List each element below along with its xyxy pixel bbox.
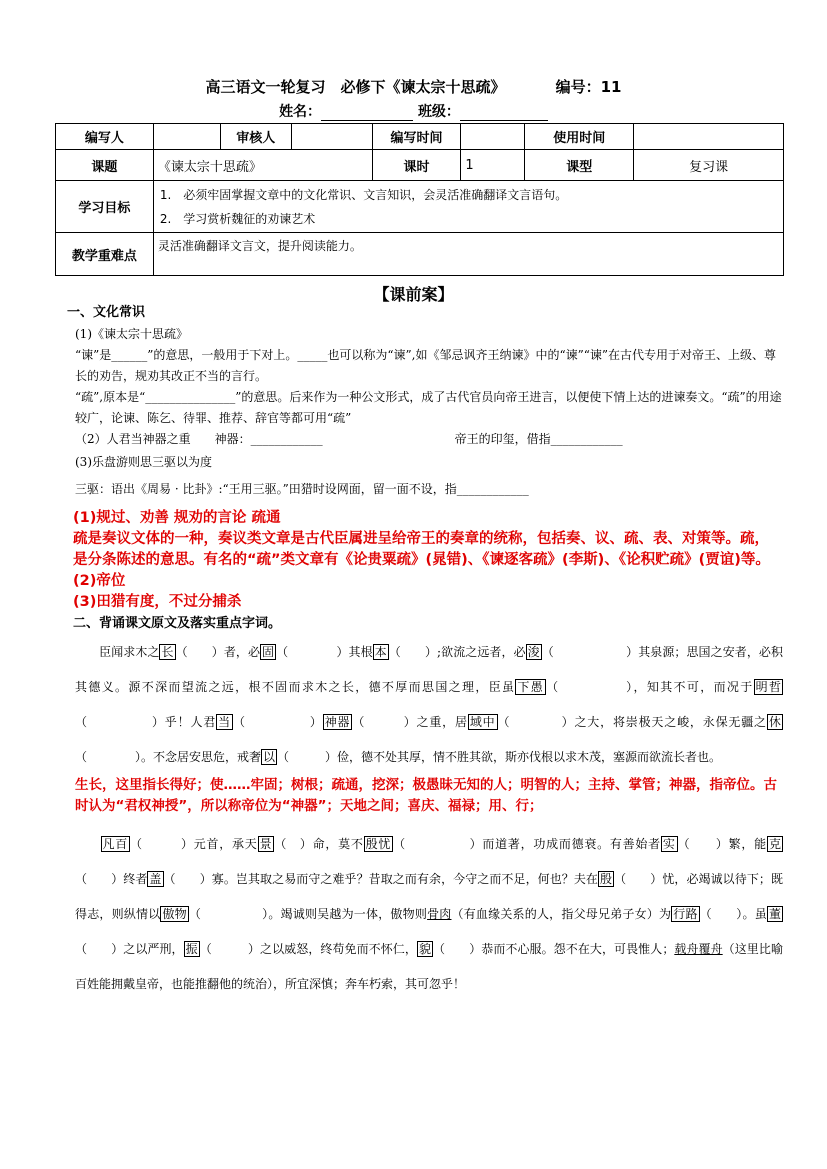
goal-2: 2. 学习赏析魏征的劝谏艺术 xyxy=(159,211,316,226)
key-word: 本 xyxy=(374,645,387,659)
part1-line-5: (3)乐盘游则思三驱以为度 xyxy=(75,455,212,469)
key-word: 傲物 xyxy=(162,907,187,921)
passage-text: （ ）寡。岂其取之易而守之难乎？昔取之而有余，今守之而不足，何也？夫在 xyxy=(163,872,598,886)
passage-text: （ ）之大，将崇极天之峻，永保无疆之 xyxy=(497,715,767,729)
goal-1: 1. 必须牢固掌握文章中的文化常识、文言知识，会灵活准确翻译文言语句。 xyxy=(159,187,568,202)
doc-number: 编号：11 xyxy=(555,78,622,96)
key-word: 域中 xyxy=(469,715,496,729)
info-row-goals xyxy=(56,181,784,233)
passage-text: （ ）之重，居 xyxy=(352,715,468,729)
passage-text: （ ）。虽 xyxy=(699,907,767,921)
key-word: 振 xyxy=(185,942,198,956)
key-word: 当 xyxy=(218,715,231,729)
key-word: 实 xyxy=(662,837,676,851)
passage-text: （ ）终者 xyxy=(75,872,148,886)
passage-text: （ ）繁，能 xyxy=(677,837,767,851)
key-word: 明哲 xyxy=(755,680,781,694)
answer-2: (2)帝位 xyxy=(73,573,126,589)
cell-key-label: 教学重难点 xyxy=(56,233,154,276)
key-word: 董 xyxy=(768,907,781,921)
cell-reviewer-label: 审核人 xyxy=(220,124,291,150)
passage-text xyxy=(75,837,101,851)
cell-write-time-label: 编写时间 xyxy=(372,124,461,150)
cell-author-label: 编写人 xyxy=(56,124,154,150)
passage-text: （ ） xyxy=(232,715,323,729)
section-title: 【课前案】 xyxy=(373,285,454,304)
passage-text: （有血缘关系的人，指父母兄弟子女）为 xyxy=(451,907,672,921)
part1-heading: 一、文化常识 xyxy=(67,305,146,320)
part2-heading: 二、背诵课文原文及落实重点字词。 xyxy=(73,616,282,631)
name-blank xyxy=(321,106,413,121)
cell-topic: 《谏太宗十思疏》 xyxy=(153,150,372,181)
key-word: 行路 xyxy=(673,907,698,921)
part1-line-4: （2）人君当神器之重 神器：____________ 帝王的印玺，借指____________ xyxy=(75,432,623,446)
info-row-1 xyxy=(56,124,784,150)
part1-line-1: (1)《谏太宗十思疏》 xyxy=(75,327,188,341)
key-word: 长 xyxy=(161,645,174,659)
cell-write-time xyxy=(461,124,525,150)
key-word: 固 xyxy=(262,645,275,659)
part1-line-3: “疏”,原本是“_______________”的意思。后来作为一种公文形式，成了古代官员向帝王进言，以便使下情上达的进谏奏文。“疏”的用途较广，论谏、陈乞、待罪、推荐、辞官等都可用“疏” xyxy=(75,390,782,425)
body-content xyxy=(67,302,783,1002)
cell-author xyxy=(153,124,220,150)
cell-hours-label: 课时 xyxy=(372,150,461,181)
passage-text: 臣闻求木之 xyxy=(75,645,160,659)
doc-title xyxy=(0,76,827,97)
passage-text: （ ）恭而不心服。怨不在大，可畏惟人； xyxy=(433,942,675,956)
part1-line-6: 三驱：语出《周易 · 比卦》:“王用三驱。”田猎时设网面，留一面不设，指____________ xyxy=(75,482,529,496)
part1-answers xyxy=(73,508,783,613)
cell-use-time-label: 使用时间 xyxy=(525,124,634,150)
passage-text: （ ）俭，德不处其厚，情不胜其欲，斯亦伐根以求木茂，塞源而欲流长者也。 xyxy=(277,750,722,764)
passage-text: （ ）其泉源；思国之安者，必积其德义。源不深而望流之远，根不固而求木之长，德不厚而思国之理，臣虽 xyxy=(75,645,783,694)
info-row-2 xyxy=(56,150,784,181)
cell-reviewer xyxy=(291,124,372,150)
passage-text: （ ），知其不可，而况于 xyxy=(546,680,754,694)
passage-text: （ ）。竭诚则吴越为一体，傲物则 xyxy=(188,907,428,921)
cell-topic-label: 课题 xyxy=(56,150,154,181)
passage-text: （ ）而道著，功成而德衰。有善始者 xyxy=(393,837,661,851)
key-word: 神器 xyxy=(324,715,351,729)
answer-3: (3)田猎有度，不过分捕杀 xyxy=(73,594,242,610)
answer-1-detail: 疏是奏议文体的一种，奏议类文章是古代臣属进呈给帝王的奏章的统称，包括奏、议、疏、表、对策等。疏，是分条陈述的意思。有名的“疏”类文章有《论贵粟疏》(晁错)、《谏逐客疏》(李斯)、《论积贮疏》(贾谊)等。 xyxy=(73,531,770,568)
answer-1: (1)规过、劝善 规劝的言论 疏通 xyxy=(73,510,281,526)
key-word: 殷 xyxy=(599,872,613,886)
key-word: 凡百 xyxy=(102,837,129,851)
class-blank xyxy=(460,106,548,121)
passage-text: （ ）其根 xyxy=(276,645,373,659)
passage-text: （ ）乎！人君 xyxy=(75,715,217,729)
name-label: 姓名： xyxy=(279,104,322,120)
passage-text: （ ）者，必 xyxy=(175,645,261,659)
passage-paragraph-1 xyxy=(75,635,783,775)
cell-type-label: 课型 xyxy=(525,150,634,181)
cell-type: 复习课 xyxy=(634,150,784,181)
passage-text: （ ）元首，承天 xyxy=(130,837,258,851)
key-word: 休 xyxy=(768,715,781,729)
key-word: 殷忧 xyxy=(365,837,392,851)
key-word: 盖 xyxy=(149,872,162,886)
passage-text: （这里比喻百姓能拥戴皇帝，也能推翻他的统治），所宜深慎；奔车朽索，其可忽乎！ xyxy=(75,942,783,991)
name-class-row xyxy=(0,101,827,121)
passage-text: （ ）。不念居安思危，戒奢 xyxy=(75,750,262,764)
cell-goals xyxy=(153,181,783,233)
cell-hours: 1 xyxy=(461,150,525,181)
underlined-phrase: 载舟覆舟 xyxy=(674,942,723,956)
passage-paragraph-2 xyxy=(75,827,783,1002)
info-row-key xyxy=(56,233,784,276)
class-label: 班级： xyxy=(417,104,460,120)
info-table xyxy=(55,123,784,276)
cell-use-time xyxy=(634,124,784,150)
passage-text: （ ）忧，必竭诚以待下；既得志，则纵情以 xyxy=(75,872,783,921)
passage-text: （ ）;欲流之远者，必 xyxy=(388,645,526,659)
part1-line-2: “谏”是______”的意思，一般用于下对上。_____也可以称为“谏”,如《邹忌讽齐王纳谏》中的“谏”“谏”在古代专用于对帝王、上级、尊长的劝告，规劝其改正不当的言行。 xyxy=(75,348,777,383)
underlined-phrase: 骨肉 xyxy=(427,907,452,921)
key-word: 浚 xyxy=(527,645,540,659)
cell-key: 灵活准确翻译文言文，提升阅读能力。 xyxy=(153,233,783,276)
key-word: 景 xyxy=(259,837,273,851)
key-word: 以 xyxy=(263,750,276,764)
passage-text: （ ）之以威怒，终苟免而不怀仁， xyxy=(199,942,417,956)
key-word: 下愚 xyxy=(517,680,545,694)
passage-answer-1: 生长，这里指长得好；使……牢固；树根；疏通，挖深；极愚昧无知的人；明智的人；主持、掌管；神器，指帝位。古时认为“君权神授”，所以称帝位为“神器”；天地之间；喜庆、福禄；用、行； xyxy=(75,777,777,814)
key-word: 貌 xyxy=(418,942,432,956)
passage-text: （ ）之以严刑， xyxy=(75,942,184,956)
cell-goals-label: 学习目标 xyxy=(56,181,154,233)
key-word: 克 xyxy=(768,837,781,851)
title-text: 高三语文一轮复习 必修下《谏太宗十思疏》 xyxy=(205,78,506,96)
passage-text: （ ）命，莫不 xyxy=(274,837,364,851)
